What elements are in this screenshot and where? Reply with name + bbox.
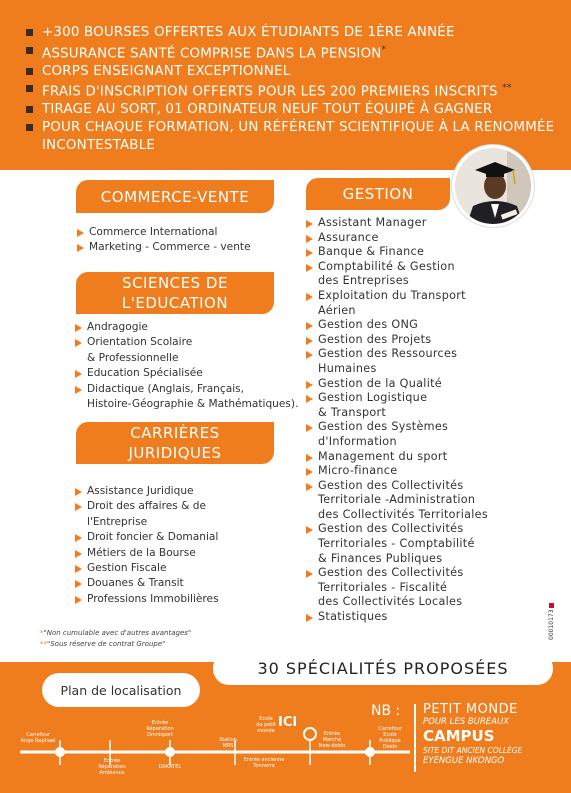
list-item: Droit foncier & Domanial xyxy=(75,530,285,545)
list-item: Statistiques xyxy=(306,610,546,625)
arrow-bullet-icon xyxy=(306,395,313,403)
arrow-bullet-icon xyxy=(306,220,313,228)
map-label: DAKATEL xyxy=(158,764,182,770)
square-bullet-icon xyxy=(26,124,33,131)
arrow-bullet-icon xyxy=(306,526,313,534)
graduate-photo xyxy=(452,145,534,227)
list-item: Gestion des Collectivités Territoriale -Administration des Collectivités Territoriales xyxy=(306,479,546,523)
map-label: Carrefour Ange Raphael xyxy=(20,732,56,744)
list-item: Assistant Manager xyxy=(306,216,546,231)
square-bullet-icon xyxy=(26,47,33,54)
list-item: Métiers de la Bourse xyxy=(75,546,285,561)
arrow-bullet-icon xyxy=(75,339,82,347)
arrow-bullet-icon xyxy=(75,580,82,588)
arrow-bullet-icon xyxy=(75,488,82,496)
list-item: Exploitation du Transport Aérien xyxy=(306,289,546,318)
arrow-bullet-icon xyxy=(75,596,82,604)
arrow-bullet-icon xyxy=(306,337,313,345)
print-code: 00010173 xyxy=(548,570,560,640)
specialites-banner: 30 SPÉCIALITÉS PROPOSÉES xyxy=(213,652,553,685)
arrow-bullet-icon xyxy=(306,264,313,272)
gestion-list xyxy=(306,216,546,625)
advantage-item: POUR CHAQUE FORMATION, UN RÉFÉRENT SCIENTIFIQUE À LA RENOMMÉE INCONTESTABLE xyxy=(26,119,556,154)
square-bullet-icon xyxy=(26,106,33,113)
footnotes xyxy=(40,628,191,650)
section-title-juridique: CARRIÈRES JURIDIQUES xyxy=(76,422,274,464)
list-item: Gestion des Systèmes d'Information xyxy=(306,420,546,449)
juridique-list xyxy=(75,484,285,607)
footnote-1: *"Non cumulable avec d'autres avantages" xyxy=(40,629,192,637)
arrow-bullet-icon xyxy=(306,293,313,301)
list-item: Gestion Fiscale xyxy=(75,561,285,576)
arrow-bullet-icon xyxy=(306,454,313,462)
section-title-gestion: GESTION xyxy=(306,178,450,210)
crossroad-dot xyxy=(165,747,175,757)
plan-label: Plan de localisation xyxy=(42,673,200,707)
commerce-list xyxy=(77,225,277,256)
advantage-item: +300 BOURSES OFFERTES AUX ÉTUDIANTS DE 1ÈRE ANNÉE xyxy=(26,24,556,42)
arrow-bullet-icon xyxy=(75,324,82,332)
square-bullet-icon xyxy=(26,29,33,36)
list-item: Gestion des Collectivités Territoriales - Fiscalité des Collectivités Locales xyxy=(306,566,546,610)
arrow-bullet-icon xyxy=(77,229,84,237)
list-item: Professions Immobilières xyxy=(75,592,285,607)
list-item: Management du sport xyxy=(306,450,546,465)
list-item: Gestion des Collectivités Territoriales - Comptabilité & Finances Publiques xyxy=(306,522,546,566)
arrow-bullet-icon xyxy=(75,370,82,378)
square-bullet-icon xyxy=(26,68,33,75)
arrow-bullet-icon xyxy=(77,244,84,252)
arrow-bullet-icon xyxy=(75,386,82,394)
arrow-bullet-icon xyxy=(306,614,313,622)
list-item: Gestion de la Qualité xyxy=(306,377,546,392)
map-label: Carrefour Ecole Publique Deido xyxy=(378,726,402,750)
advantage-item: ASSURANCE SANTÉ COMPRISE DANS LA PENSION* xyxy=(26,42,556,63)
list-item: Didactique (Anglais, Français, Histoire-Géographie & Mathématiques). xyxy=(75,382,305,413)
list-item: Gestion des ONG xyxy=(306,318,546,333)
red-mark-icon xyxy=(550,603,555,608)
list-item: Assurance xyxy=(306,231,546,246)
map-label: Entrée ancienne Tonnerre xyxy=(243,757,285,769)
crossroad-dot xyxy=(55,747,65,757)
advantage-item: CORPS ENSEIGNANT EXCEPTIONNEL xyxy=(26,63,556,81)
arrow-bullet-icon xyxy=(306,468,313,476)
arrow-bullet-icon xyxy=(75,503,82,511)
map-label: Station MRS xyxy=(219,737,237,749)
list-item: Comptabilité & Gestion des Entreprises xyxy=(306,260,546,289)
nb-label: NB : xyxy=(371,703,401,719)
section-title-commerce: COMMERCE-VENTE xyxy=(76,180,274,213)
list-item: Marketing - Commerce - vente xyxy=(77,240,277,255)
campus-address: PETIT MONDE POUR LES BUREAUX CAMPUS SITE DIT ANCIEN COLLÈGE EYENGUE NKONGO xyxy=(423,702,523,766)
section-title-education: SCIENCES DE L'EDUCATION xyxy=(76,272,274,314)
arrow-bullet-icon xyxy=(306,424,313,432)
map-label: Entrée Marché New-deido xyxy=(318,731,346,749)
list-item: Commerce International xyxy=(77,225,277,240)
map-label: Entrée Réparation Ambiance xyxy=(98,758,126,776)
list-item: Orientation Scolaire & Professionnelle xyxy=(75,335,305,366)
list-item: Banque & Finance xyxy=(306,245,546,260)
map-ici-label: ICI xyxy=(278,715,298,730)
advantage-item: TIRAGE AU SORT, 01 ORDINATEUR NEUF TOUT ÉQUIPÉ À GAGNER xyxy=(26,101,556,119)
education-list xyxy=(75,320,305,412)
list-item: Douanes & Transit xyxy=(75,576,285,591)
advantage-item: FRAIS D'INSCRIPTION OFFERTS POUR LES 200 PREMIERS INSCRITS ** xyxy=(26,80,556,101)
list-item: Gestion des Projets xyxy=(306,333,546,348)
arrow-bullet-icon xyxy=(306,351,313,359)
divider xyxy=(414,704,416,772)
arrow-bullet-icon xyxy=(306,322,313,330)
list-item: Gestion des Ressources Humaines xyxy=(306,347,546,376)
square-bullet-icon xyxy=(26,85,33,92)
map-label: Ecole du petit monde xyxy=(256,716,276,734)
advantages-list xyxy=(26,24,556,154)
arrow-bullet-icon xyxy=(75,565,82,573)
arrow-bullet-icon xyxy=(306,235,313,243)
arrow-bullet-icon xyxy=(306,249,313,257)
arrow-bullet-icon xyxy=(306,483,313,491)
list-item: Education Spécialisée xyxy=(75,366,305,381)
arrow-bullet-icon xyxy=(306,381,313,389)
location-map xyxy=(0,710,420,790)
map-label: Entrée Réparation Omnisport xyxy=(146,720,174,738)
footnote-2: **"Sous réserve de contrat Groupe" xyxy=(40,640,166,648)
list-item: Andragogie xyxy=(75,320,305,335)
list-item: Gestion Logistique & Transport xyxy=(306,391,546,420)
arrow-bullet-icon xyxy=(306,570,313,578)
list-item: Micro-finance xyxy=(306,464,546,479)
arrow-bullet-icon xyxy=(75,550,82,558)
arrow-bullet-icon xyxy=(75,534,82,542)
list-item: Assistance Juridique xyxy=(75,484,285,499)
list-item: Droit des affaires & de l'Entreprise xyxy=(75,499,285,530)
